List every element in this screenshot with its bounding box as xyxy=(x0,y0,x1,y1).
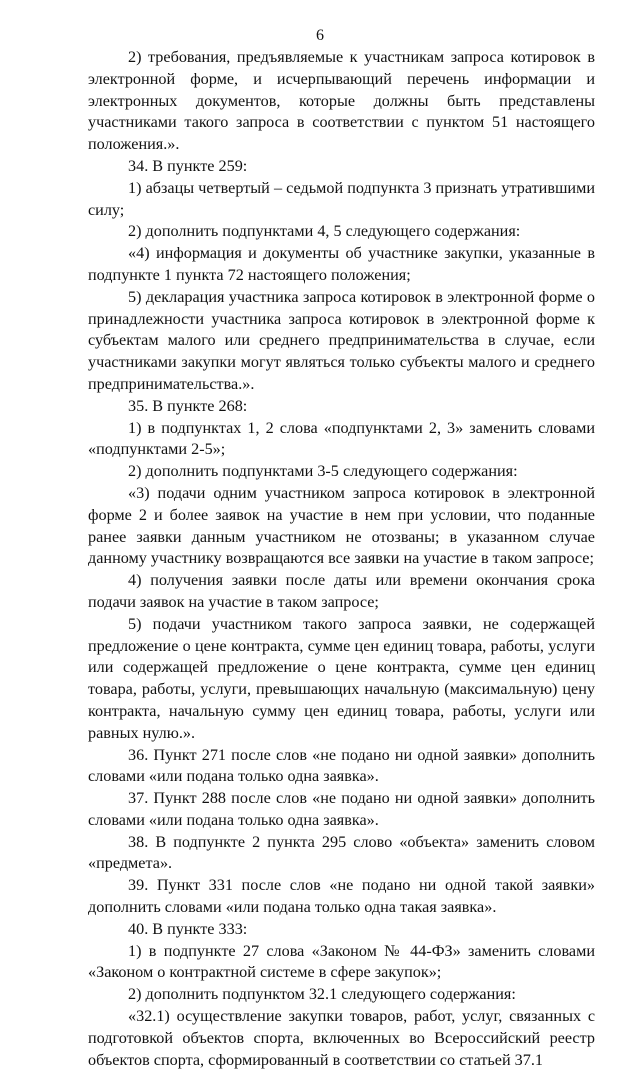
paragraph: 37. Пункт 288 после слов «не подано ни одной заявки» дополнить словами «или подана только одна заявка». xyxy=(88,789,595,829)
paragraph: 2) дополнить подпунктом 32.1 следующего содержания: xyxy=(128,985,516,1004)
paragraph: 38. В подпункте 2 пункта 295 слово «объекта» заменить словом «предмета». xyxy=(88,832,595,873)
paragraph: 35. В пункте 268: xyxy=(128,396,248,415)
document-body xyxy=(88,47,595,1071)
paragraph: 2) дополнить подпунктами 3-5 следующего содержания: xyxy=(128,462,518,481)
paragraph: «3) подачи одним участником запроса котировок в электронной форме 2 и более заявок на участие в нем при условии, что поданные ранее заявки данным участником не отозваны; в указанном случае данному участнику возвращаются все заявки на участие в таком запросе; xyxy=(88,483,595,568)
paragraph: 1) в подпункте 27 слова «Законом № 44-ФЗ» заменить словами «Законом о контрактной системе в сфере закупок»; xyxy=(88,941,595,982)
page-number: 6 xyxy=(316,27,324,44)
paragraph: «32.1) осуществление закупки товаров, работ, услуг, связанных с подготовкой объектов спорта, включенных во Всероссийский реестр объектов спорта, сформированный в соответствии со статьей 37.1 xyxy=(88,1007,595,1069)
paragraph: «4) информация и документы об участнике закупки, указанные в подпункте 1 пункта 72 настоящего положения; xyxy=(88,244,595,284)
paragraph: 2) дополнить подпунктами 4, 5 следующего содержания: xyxy=(128,222,521,241)
paragraph: 5) подачи участником такого запроса заявки, не содержащей предложение о цене контракта, сумме цен единиц товара, работы, услуги или содержащей предложение о цене контракта, сумме цен единиц товара, работы, услуги, превышающих начальную (максимальную) цену контракта, начальную сумму цен единиц товара, работы, услуги или равных нулю.». xyxy=(88,614,595,742)
paragraph: 40. В пункте 333: xyxy=(128,919,248,938)
paragraph: 36. Пункт 271 после слов «не подано ни одной заявки» дополнить словами «или подана только одна заявка». xyxy=(88,745,595,786)
paragraph: 4) получения заявки после даты или времени окончания срока подачи заявок на участие в таком запросе; xyxy=(88,571,595,611)
paragraph: 39. Пункт 331 после слов «не подано ни одной такой заявки» дополнить словами «или подана только одна такая заявка». xyxy=(88,876,595,917)
paragraph: 1) абзацы четвертый – седьмой подпункта 3 признать утратившими силу; xyxy=(88,178,595,219)
paragraph: 5) декларация участника запроса котировок в электронной форме о принадлежности участника запроса котировок в электронной форме к субъектам малого или среднего предпринимательства в случае, если участниками закупки могут являться только субъекты малого и среднего предпринимательства.». xyxy=(88,287,595,393)
paragraph: 2) требования, предъявляемые к участникам запроса котировок в электронной форме, и исчерпывающий перечень информации и электронных документов, которые должны быть представлены участниками такого запроса в соответствии с пунктом 51 настоящего положения.». xyxy=(88,48,595,154)
paragraph: 1) в подпунктах 1, 2 слова «подпунктами 2, 3» заменить словами «подпунктами 2-5»; xyxy=(88,418,595,459)
paragraph: 34. В пункте 259: xyxy=(128,156,248,175)
